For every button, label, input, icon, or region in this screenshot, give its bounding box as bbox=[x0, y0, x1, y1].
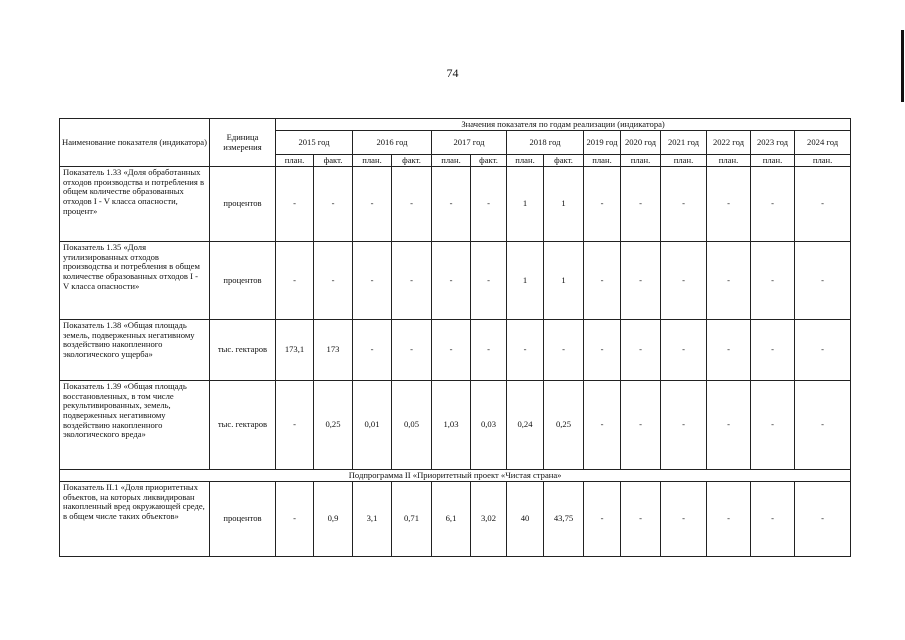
value-cell: 0,25 bbox=[544, 381, 584, 470]
value-cell: 0,25 bbox=[314, 381, 353, 470]
value-cell: - bbox=[751, 381, 795, 470]
value-cell: 1 bbox=[544, 242, 584, 320]
value-cell: - bbox=[432, 242, 471, 320]
header-unit: Единица измерения bbox=[210, 119, 276, 167]
value-cell: - bbox=[661, 167, 707, 242]
value-cell: - bbox=[661, 482, 707, 557]
header-year: 2021 год bbox=[661, 131, 707, 155]
indicator-name: Показатель 1.33 «Доля обработанных отходов производства и потребления в общем количестве образованных отходов I - V класса опасности, процент» bbox=[60, 167, 210, 242]
value-cell: - bbox=[314, 167, 353, 242]
value-cell: 0,05 bbox=[392, 381, 432, 470]
value-cell: 1 bbox=[544, 167, 584, 242]
value-cell: - bbox=[707, 242, 751, 320]
value-cell: - bbox=[707, 482, 751, 557]
value-cell: 6,1 bbox=[432, 482, 471, 557]
value-cell: - bbox=[621, 167, 661, 242]
value-cell: - bbox=[795, 381, 851, 470]
table-row bbox=[60, 482, 851, 557]
value-cell: 1 bbox=[507, 167, 544, 242]
header-row-1 bbox=[60, 119, 851, 131]
header-fact: факт. bbox=[471, 155, 507, 167]
value-cell: - bbox=[432, 167, 471, 242]
header-plan: план. bbox=[707, 155, 751, 167]
value-cell: - bbox=[584, 381, 621, 470]
indicator-unit: тыс. гектаров bbox=[210, 381, 276, 470]
header-year: 2024 год bbox=[795, 131, 851, 155]
value-cell: - bbox=[661, 381, 707, 470]
subprogram-title: Подпрограмма II «Приоритетный проект «Чистая страна» bbox=[60, 470, 851, 482]
value-cell: - bbox=[353, 242, 392, 320]
value-cell: - bbox=[621, 482, 661, 557]
value-cell: - bbox=[471, 320, 507, 381]
value-cell: 0,71 bbox=[392, 482, 432, 557]
value-cell: - bbox=[751, 320, 795, 381]
value-cell: - bbox=[584, 482, 621, 557]
value-cell: 0,01 bbox=[353, 381, 392, 470]
value-cell: 1 bbox=[507, 242, 544, 320]
value-cell: - bbox=[314, 242, 353, 320]
value-cell: - bbox=[795, 320, 851, 381]
value-cell: - bbox=[544, 320, 584, 381]
indicator-unit: процентов bbox=[210, 242, 276, 320]
value-cell: - bbox=[471, 242, 507, 320]
value-cell: - bbox=[584, 320, 621, 381]
indicator-table bbox=[59, 118, 851, 557]
header-plan: план. bbox=[507, 155, 544, 167]
table-row bbox=[60, 167, 851, 242]
value-cell: - bbox=[751, 167, 795, 242]
value-cell: - bbox=[584, 167, 621, 242]
header-year: 2016 год bbox=[353, 131, 432, 155]
value-cell: - bbox=[432, 320, 471, 381]
value-cell: - bbox=[584, 242, 621, 320]
value-cell: 43,75 bbox=[544, 482, 584, 557]
value-cell: - bbox=[795, 482, 851, 557]
header-year: 2023 год bbox=[751, 131, 795, 155]
value-cell: - bbox=[353, 167, 392, 242]
value-cell: - bbox=[276, 482, 314, 557]
value-cell: - bbox=[276, 167, 314, 242]
indicator-unit: процентов bbox=[210, 167, 276, 242]
indicator-unit: тыс. гектаров bbox=[210, 320, 276, 381]
value-cell: - bbox=[707, 167, 751, 242]
value-cell: 1,03 bbox=[432, 381, 471, 470]
header-fact: факт. bbox=[314, 155, 353, 167]
value-cell: - bbox=[707, 381, 751, 470]
header-plan: план. bbox=[621, 155, 661, 167]
value-cell: - bbox=[661, 242, 707, 320]
header-fact: факт. bbox=[544, 155, 584, 167]
header-plan: план. bbox=[584, 155, 621, 167]
value-cell: - bbox=[751, 242, 795, 320]
table-row bbox=[60, 242, 851, 320]
header-fact: факт. bbox=[392, 155, 432, 167]
value-cell: 0,24 bbox=[507, 381, 544, 470]
value-cell: - bbox=[276, 242, 314, 320]
header-year: 2018 год bbox=[507, 131, 584, 155]
value-cell: - bbox=[276, 381, 314, 470]
table-row bbox=[60, 320, 851, 381]
indicator-name: Показатель 1.39 «Общая площадь восстановленных, в том числе рекультивированных, земель, подверженных негативному воздействию накопленного экологического вреда» bbox=[60, 381, 210, 470]
value-cell: - bbox=[795, 242, 851, 320]
header-plan: план. bbox=[353, 155, 392, 167]
header-year: 2020 год bbox=[621, 131, 661, 155]
value-cell: 0,9 bbox=[314, 482, 353, 557]
value-cell: 3,02 bbox=[471, 482, 507, 557]
value-cell: 173,1 bbox=[276, 320, 314, 381]
indicator-name: Показатель II.1 «Доля приоритетных объектов, на которых ликвидирован накопленный вред окружающей среде, в общем числе таких объектов» bbox=[60, 482, 210, 557]
value-cell: - bbox=[621, 381, 661, 470]
indicator-unit: процентов bbox=[210, 482, 276, 557]
header-plan: план. bbox=[795, 155, 851, 167]
header-year: 2022 год bbox=[707, 131, 751, 155]
value-cell: - bbox=[392, 242, 432, 320]
header-year: 2017 год bbox=[432, 131, 507, 155]
indicator-name: Показатель 1.35 «Доля утилизированных отходов производства и потребления в общем количестве образованных отходов I - V класса опасности» bbox=[60, 242, 210, 320]
header-values-group: Значения показателя по годам реализации (индикатора) bbox=[276, 119, 851, 131]
value-cell: 173 bbox=[314, 320, 353, 381]
value-cell: - bbox=[707, 320, 751, 381]
value-cell: - bbox=[353, 320, 392, 381]
header-plan: план. bbox=[276, 155, 314, 167]
header-name: Наименование показателя (индикатора) bbox=[60, 119, 210, 167]
page-number: 74 bbox=[446, 66, 459, 80]
value-cell: - bbox=[392, 167, 432, 242]
value-cell: 3,1 bbox=[353, 482, 392, 557]
header-plan: план. bbox=[751, 155, 795, 167]
value-cell: - bbox=[795, 167, 851, 242]
header-plan: план. bbox=[432, 155, 471, 167]
table-row bbox=[60, 381, 851, 470]
header-year: 2019 год bbox=[584, 131, 621, 155]
header-plan: план. bbox=[661, 155, 707, 167]
subprogram-row bbox=[60, 470, 851, 482]
value-cell: - bbox=[507, 320, 544, 381]
value-cell: - bbox=[751, 482, 795, 557]
value-cell: - bbox=[392, 320, 432, 381]
header-year: 2015 год bbox=[276, 131, 353, 155]
indicator-name: Показатель 1.38 «Общая площадь земель, подверженных негативному воздействию накопленного экологического ущерба» bbox=[60, 320, 210, 381]
value-cell: - bbox=[621, 242, 661, 320]
value-cell: - bbox=[661, 320, 707, 381]
value-cell: 40 bbox=[507, 482, 544, 557]
value-cell: - bbox=[471, 167, 507, 242]
value-cell: - bbox=[621, 320, 661, 381]
value-cell: 0,03 bbox=[471, 381, 507, 470]
